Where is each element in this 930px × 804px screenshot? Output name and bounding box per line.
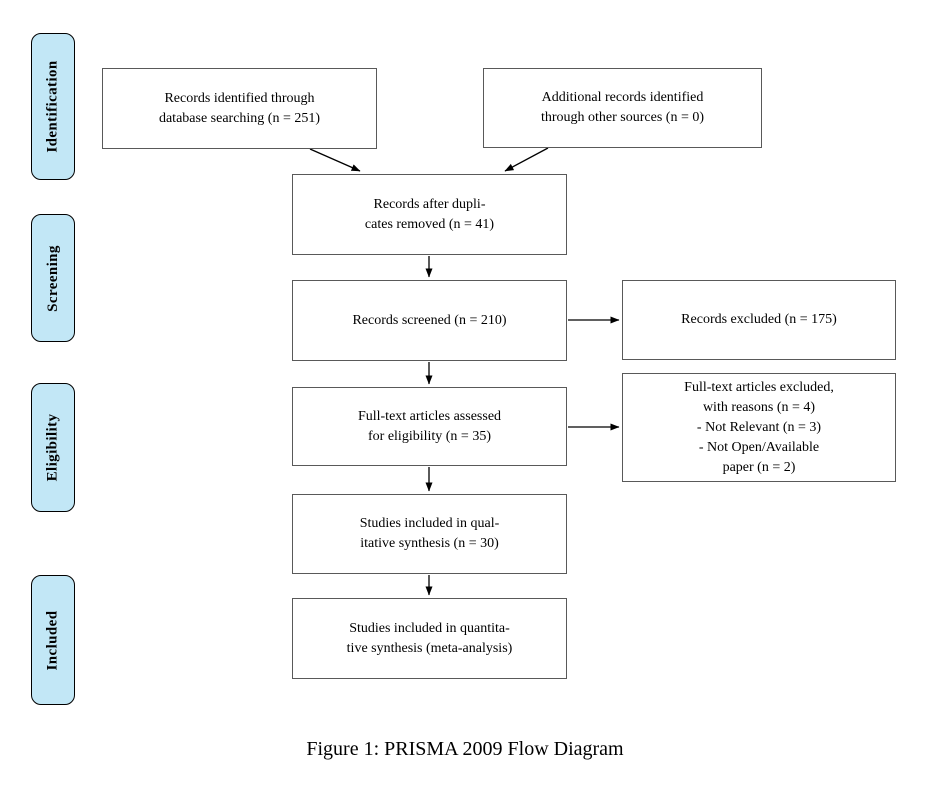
box-line: Full-text articles assessed bbox=[357, 408, 502, 424]
stage-included-label: Included bbox=[44, 610, 61, 670]
box-fulltext-assessed bbox=[292, 387, 567, 466]
box-line: Records excluded (n = 175) bbox=[681, 312, 837, 327]
box-line: cates removed (n = 41) bbox=[364, 216, 495, 232]
box-quantitative-synthesis bbox=[292, 598, 567, 679]
box-fulltext-excluded bbox=[622, 373, 896, 482]
box-records-after-duplicates bbox=[292, 174, 567, 255]
box-records-excluded bbox=[622, 280, 896, 360]
stage-screening-label: Screening bbox=[44, 244, 61, 312]
box-line: - Not Open/Available bbox=[698, 439, 820, 455]
box-line: Records identified through bbox=[164, 90, 315, 106]
stage-included bbox=[31, 575, 75, 705]
box-line: itative synthesis (n = 30) bbox=[360, 536, 499, 551]
box-line: Additional records identified bbox=[541, 90, 704, 105]
box-line: database searching (n = 251) bbox=[158, 110, 321, 126]
box-line: Records after dupli- bbox=[373, 196, 486, 212]
box-line: tive synthesis (meta-analysis) bbox=[346, 640, 513, 656]
stage-eligibility bbox=[31, 383, 75, 512]
box-line: through other sources (n = 0) bbox=[540, 110, 705, 125]
box-line: Full-text articles excluded, bbox=[684, 379, 834, 395]
stage-identification-label: Identification bbox=[44, 60, 61, 153]
box-line: with reasons (n = 4) bbox=[702, 399, 816, 415]
box-line: Studies included in qual- bbox=[359, 516, 500, 531]
stage-screening bbox=[31, 214, 75, 342]
arrow-additional-to-duplicates bbox=[505, 148, 548, 171]
box-additional-records bbox=[483, 68, 762, 148]
figure-caption: Figure 1: PRISMA 2009 Flow Diagram bbox=[306, 738, 624, 760]
box-line: for eligibility (n = 35) bbox=[368, 428, 491, 444]
box-records-screened bbox=[292, 280, 567, 361]
box-records-identified bbox=[102, 68, 377, 149]
box-line: paper (n = 2) bbox=[722, 459, 796, 475]
box-line: Studies included in quantita- bbox=[349, 620, 510, 636]
arrow-identified-to-duplicates bbox=[310, 149, 360, 171]
box-qualitative-synthesis bbox=[292, 494, 567, 574]
stage-eligibility-label: Eligibility bbox=[44, 413, 61, 482]
stage-identification bbox=[31, 33, 75, 180]
box-line: Records screened (n = 210) bbox=[352, 312, 507, 328]
box-line: - Not Relevant (n = 3) bbox=[696, 419, 822, 435]
